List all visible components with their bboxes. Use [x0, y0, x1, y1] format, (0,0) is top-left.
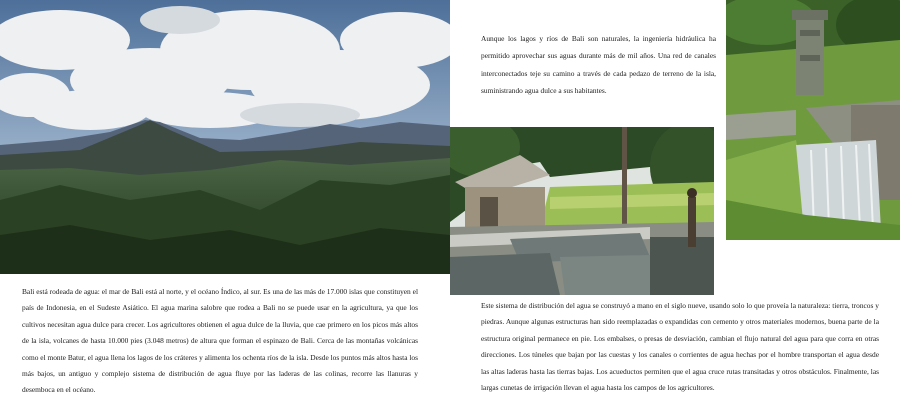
- caption-paragraph: Aunque los lagos y ríos de Bali son naturales, la ingeniería hidráulica ha permitido aprovechar sus aguas durante más de mil años. Una red de canales interconectados teje su camino a través de cada pedazo de terreno de la isla, suministrando agua dulce a sus habitantes.: [481, 34, 716, 95]
- waterfall-channel-photo: [726, 0, 900, 240]
- right-body-paragraph: Este sistema de distribución del agua se construyó a mano en el siglo nueve, usando solo lo que proveía la naturaleza: tierra, troncos y piedras. Aunque algunas estructuras han sido reemplazadas o expandidas con cemento y otros materiales modernos, buena parte de la estructura original permanece en pie. Los embalses, o presas de desviación, cambian el flujo natural del agua para que corra en otras direcciones. Los túneles que bajan por las cuestas y los canales o corrientes de agua hechas por el hombre transportan el agua desde las altas laderas hasta las tierras bajas. Los acueductos permiten que el agua cruce rutas transitadas y otros obstáculos. Finalmente, las largas cunetas de irrigación llevan el agua hasta los campos de los agricultores.: [481, 301, 879, 393]
- volcano-landscape-photo: [0, 0, 450, 274]
- irrigation-canal-photo: [450, 127, 714, 295]
- left-body-paragraph: Bali está rodeada de agua: el mar de Bali está al norte, y el océano Índico, al sur. Es una de las más de 17.000 islas que constituyen el país de Indonesia, en el Sudeste Asiático. El agua marina salobre que rodea a Bali no se puede usar en la agricultura, ya que los cultivos necesitan agua dulce para crecer. Los agricultores obtienen el agua dulce de la lluvia, que cae primero en los picos más altos de la isla, volcanes de hasta 10.000 pies (3.048 metros) de altura que forman el espinazo de Bali. Cerca de las montañas volcánicas como el monte Batur, el agua llena los lagos de los cráteres y alimenta los ochenta ríos de la isla. Desde los puntos más altos hasta los más bajos, un antiguo y complejo sistema de distribución de agua fluye por las laderas de las colinas, recorre las llanuras y desemboca en el océano.: [22, 287, 418, 395]
